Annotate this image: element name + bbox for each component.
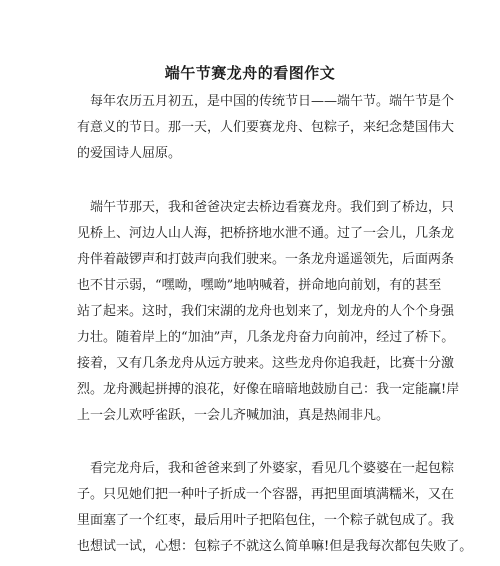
paragraph-line: 也想试一试，心想：包粽子不就这么简单嘛!但是我每次都包失败了。	[77, 539, 473, 554]
paragraph-line: 有意义的节日。那一天，人们要赛龙舟、包粽子，来纪念楚国伟大	[77, 120, 455, 135]
paragraph-line: 上一会儿欢呼雀跃，一会儿齐喊加油，真是热闹非凡。	[77, 408, 390, 423]
paragraph-line: 接着，又有几条龙舟从远方驶来。这些龙舟你追我赶，比赛十分激	[77, 356, 455, 371]
paragraph-line: 也不甘示弱，“嘿呦，嘿呦”地呐喊着，拼命地向前划，有的甚至	[77, 278, 442, 293]
paragraph-line: 子。只见她们把一种叶子折成一个容器，再把里面填满糯米，又在	[77, 487, 455, 502]
article-title: 端午节赛龙舟的看图作文	[164, 64, 336, 82]
paragraph-line: 力壮。随着岸上的“加油”声，几条龙舟奋力向前冲，经过了桥下。	[77, 330, 455, 345]
paragraph-line: 烈。龙舟溅起拼搏的浪花，好像在暗暗地鼓励自己：我一定能赢!岸	[77, 382, 460, 397]
paragraph-line: 站了起来。这时，我们宋湖的龙舟也划来了，划龙舟的人个个身强	[77, 304, 455, 319]
paragraph-line: 舟伴着敲锣声和打鼓声向我们驶来。一条龙舟遥遥领先，后面两条	[77, 252, 455, 267]
paragraph-line: 见桥上、河边人山人海，把桥挤地水泄不通。过了一会儿，几条龙	[77, 226, 455, 241]
paragraph-line: 看完龙舟后，我和爸爸来到了外婆家，看见几个婆婆在一起包粽	[77, 461, 455, 476]
paragraph-line: 端午节那天，我和爸爸决定去桥边看赛龙舟。我们到了桥边，只	[77, 200, 455, 215]
paragraph-line: 里面塞了一个红枣，最后用叶子把陷包住，一个粽子就包成了。我	[77, 513, 455, 528]
paragraph-line: 每年农历五月初五，是中国的传统节日——端午节。端午节是个	[77, 94, 455, 109]
paragraph-line: 的爱国诗人屈原。	[77, 146, 182, 161]
